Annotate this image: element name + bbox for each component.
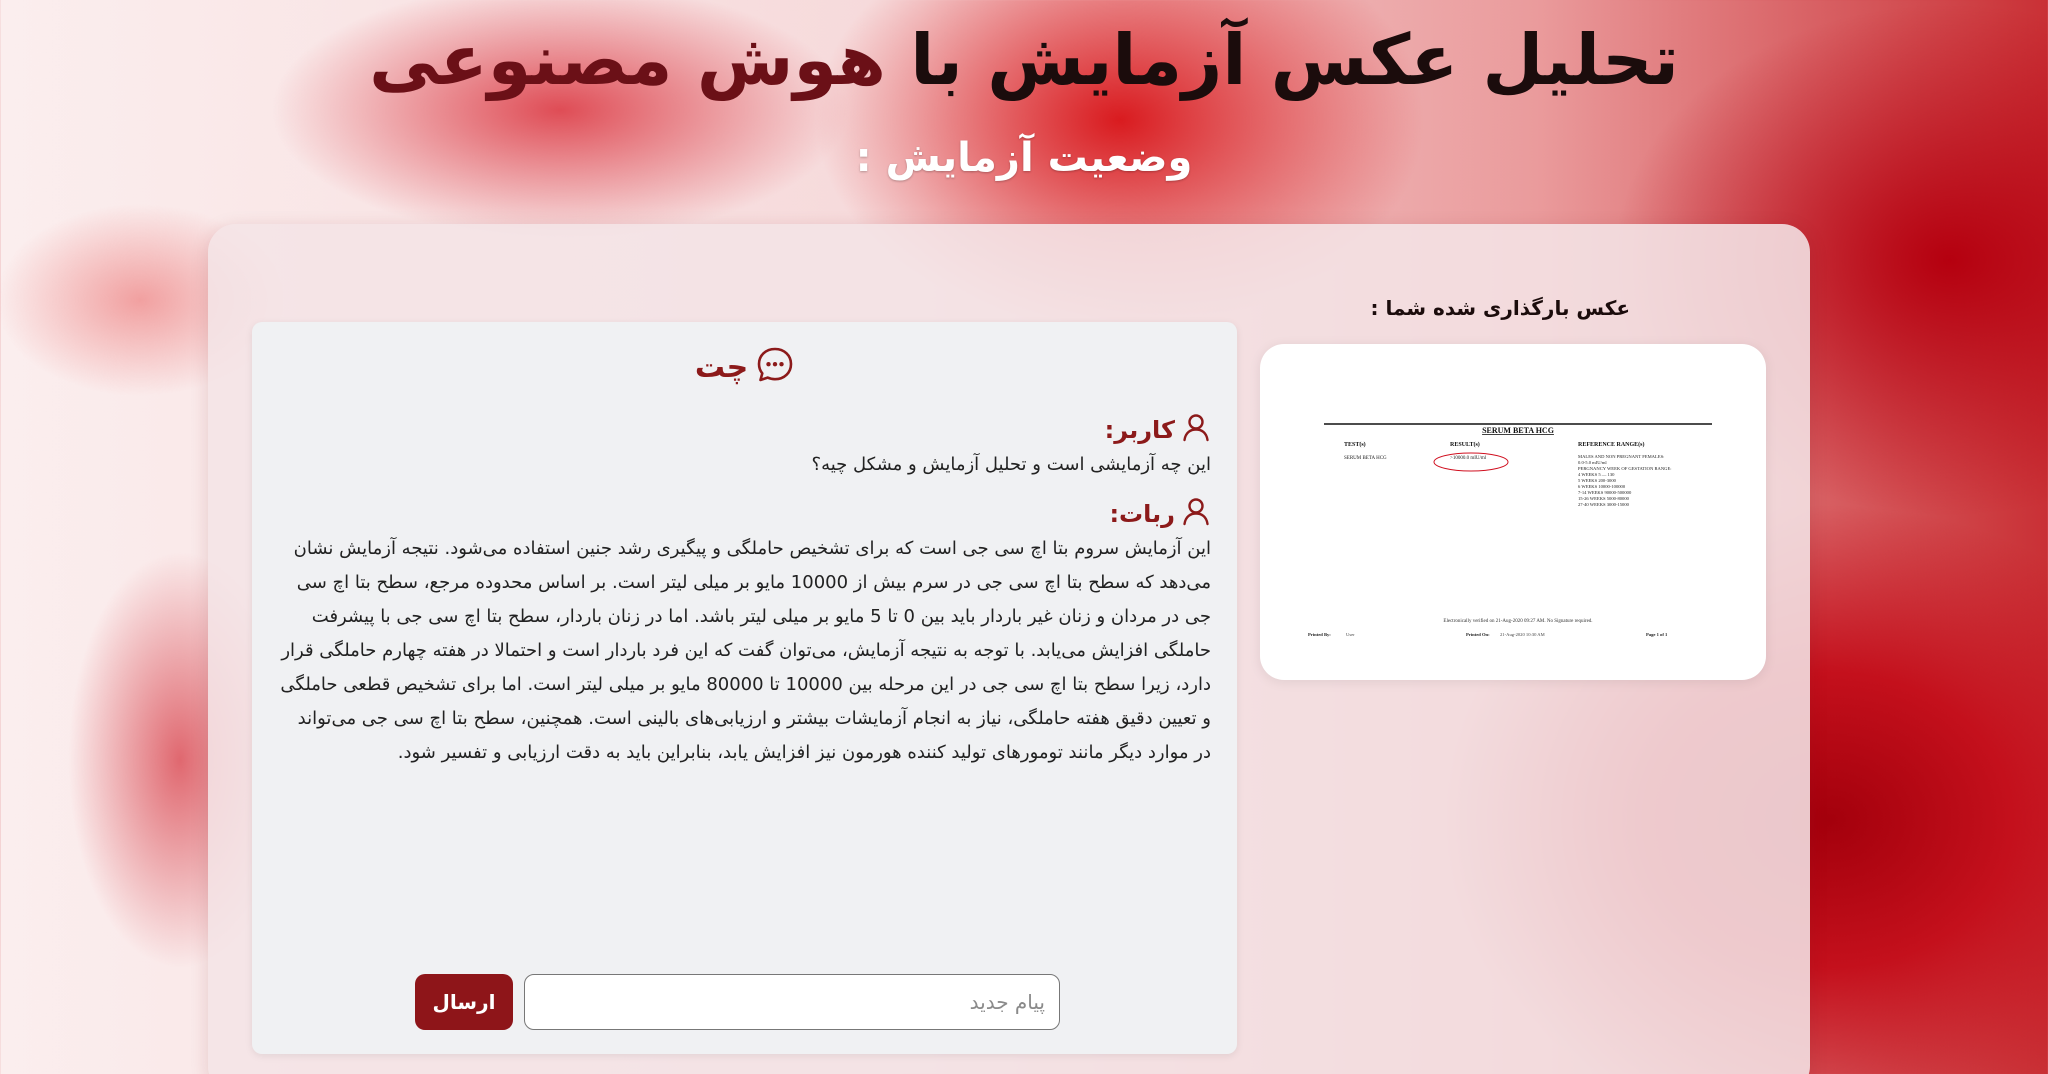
- report-title: SERUM BETA HCG: [1482, 426, 1554, 435]
- chat-title: چت: [694, 349, 749, 385]
- report-result-value: >10000.0 mIU/ml: [1450, 456, 1487, 461]
- report-col-test: TEST(s): [1344, 442, 1366, 448]
- report-col-result: RESULT(s): [1450, 442, 1480, 448]
- report-range-line: 5 WEEKS 200-3000: [1578, 478, 1616, 483]
- report-ranges: [1578, 454, 1672, 507]
- page-title-main: تحلیل عکس آزمایش با: [910, 19, 1679, 101]
- report-range-line: 4 WEEKS 5 — 130: [1578, 472, 1615, 477]
- chat-panel: [252, 322, 1237, 1054]
- report-printed-on-label: Printed On:: [1466, 632, 1490, 637]
- report-test-name: SERUM BETA HCG: [1344, 456, 1387, 461]
- report-page-number: Page 1 of 1: [1646, 632, 1668, 637]
- report-printed-by-value: User: [1346, 632, 1355, 637]
- bot-message-label: [1109, 496, 1211, 532]
- report-range-line: 0.0-5.0 mIU/ml: [1578, 460, 1607, 465]
- chat-header: [252, 346, 1237, 388]
- user-message-text: این چه آزمایشی است و تحلیل آزمایش و مشکل چیه؟: [811, 454, 1211, 475]
- uploaded-image-label: عکس بارگذاری شده شما :: [1370, 296, 1630, 320]
- report-range-line: MALES AND NON PREGNANT FEMALES:: [1578, 454, 1665, 459]
- user-message-label: [1105, 412, 1211, 448]
- bot-label-text: ربات:: [1109, 500, 1175, 528]
- send-button[interactable]: ارسال: [415, 974, 513, 1030]
- report-printed-on-value: 21-Aug-2020 10:30 AM: [1500, 632, 1545, 637]
- lab-report-image: [1260, 344, 1766, 680]
- page-title-accent: هوش مصنوعی: [369, 19, 886, 101]
- bot-message-text: این آزمایش سروم بتا اچ سی جی است که برای تشخیص حاملگی و پیگیری رشد جنین استفاده می‌شود. نتیجه آزمایش نشان می‌دهد که سطح بتا اچ سی جی در سرم بیش از 10000 مایو بر میلی لیتر است. بر اساس محدوده مرجع، سطح بتا اچ سی جی در مردان و زنان غیر باردار باید بین 0 تا 5 مایو بر میلی لیتر باشد. اما در زنان باردار، سطح بتا اچ سی جی با پیشرفت حاملگی افزایش می‌یابد. با توجه به نتیجه آزمایش، می‌توان گفت که این فرد باردار است و احتمالا در هفته چهارم حاملگی قرار دارد، زیرا سطح بتا اچ سی جی در این مرحله بین 10000 تا 80000 مایو بر میلی لیتر است. اما برای تشخیص قطعی حاملگی و تعیین دقیق هفته حاملگی، نیاز به انجام آزمایشات بیشتر و ارزیابی‌های بالینی است. همچنین، سطح بتا اچ سی جی می‌تواند در موارد دیگر مانند تومورهای تولید کننده هورمون نیز افزایش یابد، بنابراین باید به دقت ارزیابی و تفسیر شود.: [280, 538, 1211, 763]
- page-title: [0, 14, 2048, 106]
- report-range-line: PERGNANCY WEEK OF GESTATION RANGE:: [1578, 466, 1672, 471]
- user-label-text: کاربر:: [1104, 416, 1175, 444]
- report-range-line: 27-40 WEEKS 3000-15000: [1578, 502, 1629, 507]
- report-range-line: 6 WEEKS 10000-100000: [1578, 484, 1626, 489]
- user-icon: [1181, 412, 1211, 448]
- report-range-line: 7-14 WEEKS 90000-500000: [1578, 490, 1632, 495]
- chat-bubble-icon: [756, 346, 794, 388]
- new-message-input[interactable]: [524, 974, 1060, 1030]
- report-verified: Electronically verified on 21-Aug-2020 09:27 AM. No Signature required.: [1443, 619, 1593, 624]
- report-printed-by-label: Printed By:: [1308, 632, 1331, 637]
- report-col-range: REFERENCE RANGE(s): [1578, 442, 1645, 448]
- bot-user-icon: [1181, 496, 1211, 532]
- uploaded-image-preview: [1260, 344, 1766, 680]
- report-range-line: 15-26 WEEKS 5000-80000: [1578, 496, 1629, 501]
- page-subtitle: وضعیت آزمایش :: [855, 135, 1193, 181]
